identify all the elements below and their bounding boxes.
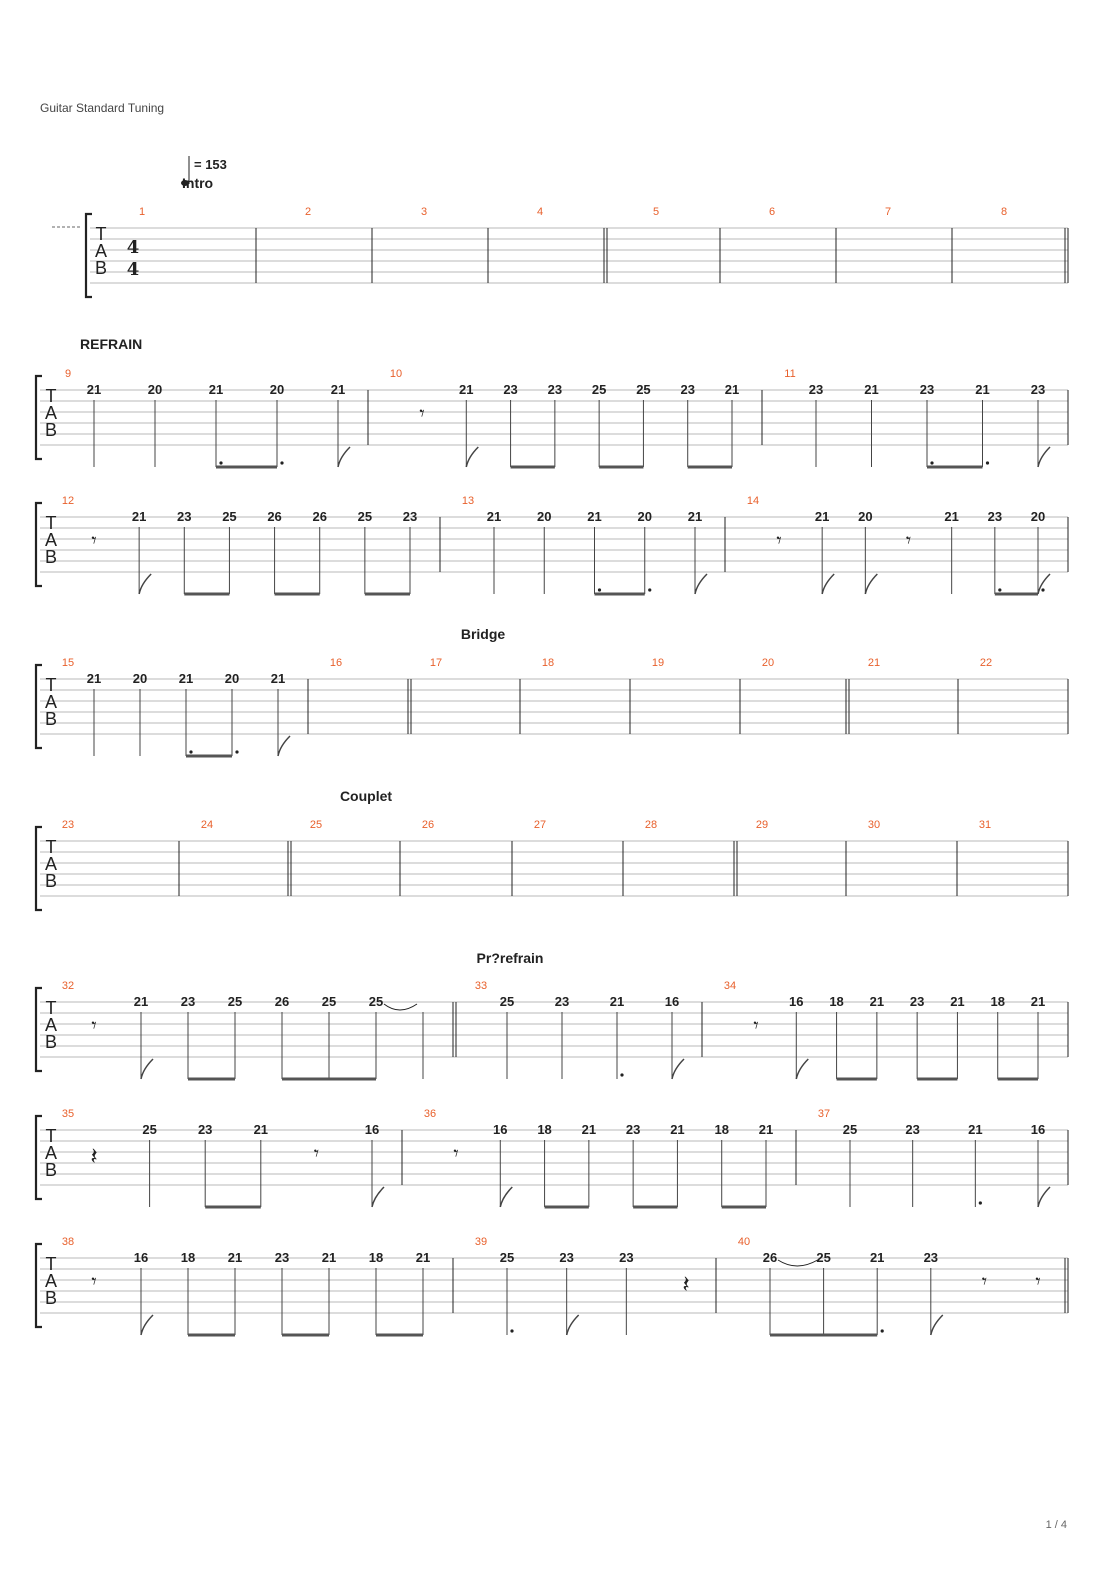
fret-number: 26	[762, 1250, 778, 1265]
note-flag	[567, 1315, 579, 1335]
fret-number: 21	[415, 1250, 431, 1265]
fret-number: 21	[944, 509, 959, 524]
fret-number: 21	[814, 509, 830, 524]
system-bracket	[36, 1116, 42, 1199]
fret-number: 23	[619, 1250, 634, 1265]
fret-number: 21	[459, 382, 474, 397]
fret-number: 25	[842, 1122, 858, 1137]
fret-number: 25	[636, 382, 651, 397]
page-number: 1 / 4	[1045, 1519, 1067, 1531]
note-flag	[865, 574, 877, 594]
fret-number: 23	[919, 382, 935, 397]
measure-number: 40	[737, 1236, 751, 1248]
fret-number: 23	[177, 509, 192, 524]
fret-number: 20	[147, 382, 163, 397]
fret-number: 25	[357, 509, 373, 524]
tie-arc	[384, 1004, 417, 1010]
measure-number: 30	[867, 819, 881, 831]
fret-number: 21	[670, 1122, 685, 1137]
measure-number: 24	[200, 819, 214, 831]
fret-number: 25	[816, 1250, 831, 1265]
fret-number: 18	[537, 1122, 552, 1137]
tab-clef-letter: B	[44, 709, 58, 729]
note-flag	[278, 736, 290, 756]
fret-number: 25	[222, 509, 237, 524]
note-flag	[672, 1059, 684, 1079]
measure-number: 5	[652, 206, 660, 218]
measure-number: 6	[768, 206, 776, 218]
measure-number: 26	[421, 819, 435, 831]
fret-number: 20	[537, 509, 552, 524]
tab-clef-letter: B	[44, 1288, 58, 1308]
section-label: Intro	[182, 175, 214, 191]
fret-number: 21	[131, 509, 147, 524]
tab-clef-letter: T	[45, 1126, 57, 1146]
measure-number: 20	[761, 657, 775, 669]
eighth-rest: 𝄾	[1035, 1269, 1041, 1293]
duration-dot	[881, 1329, 884, 1332]
note-flag	[338, 447, 350, 467]
duration-dot	[280, 461, 283, 464]
note-flag	[695, 574, 707, 594]
system-bracket	[36, 1244, 42, 1327]
fret-number: 21	[330, 382, 346, 397]
tab-clef-letter: B	[44, 1032, 58, 1052]
measure-number: 19	[651, 657, 665, 669]
tab-clef-letter: T	[45, 513, 57, 533]
fret-number: 16	[664, 994, 680, 1009]
measure-number: 27	[533, 819, 547, 831]
fret-number: 23	[197, 1122, 213, 1137]
fret-number: 16	[133, 1250, 149, 1265]
fret-number: 25	[368, 994, 384, 1009]
note-flag	[1038, 1187, 1050, 1207]
fret-number: 25	[499, 994, 515, 1009]
fret-number: 18	[714, 1122, 729, 1137]
measure-number: 16	[329, 657, 343, 669]
tab-clef-letter: T	[45, 1254, 57, 1274]
duration-dot	[648, 588, 651, 591]
fret-number: 23	[923, 1250, 939, 1265]
measure-number: 21	[867, 657, 881, 669]
time-signature-top: 4	[126, 237, 140, 258]
eighth-rest: 𝄾	[91, 528, 97, 552]
system-bracket	[36, 665, 42, 748]
fret-number: 16	[364, 1122, 380, 1137]
duration-dot	[998, 588, 1001, 591]
note-flag	[372, 1187, 384, 1207]
measure-number: 29	[755, 819, 769, 831]
fret-number: 20	[132, 671, 148, 686]
duration-dot	[979, 1201, 982, 1204]
fret-number: 23	[808, 382, 824, 397]
fret-number: 25	[499, 1250, 515, 1265]
tab-clef-letter: T	[45, 998, 57, 1018]
eighth-rest: 𝄾	[753, 1013, 759, 1037]
fret-number: 23	[503, 382, 518, 397]
fret-number: 21	[609, 994, 625, 1009]
system-bracket	[36, 503, 42, 586]
tab-clef-letter: B	[44, 871, 58, 891]
eighth-rest: 𝄾	[776, 528, 782, 552]
fret-number: 21	[950, 994, 965, 1009]
fret-number: 20	[1030, 509, 1046, 524]
measure-number: 7	[884, 206, 892, 218]
measure-number: 25	[309, 819, 323, 831]
fret-number: 20	[224, 671, 240, 686]
tab-clef-letter: T	[45, 675, 57, 695]
note-flag	[500, 1187, 512, 1207]
fret-number: 21	[758, 1122, 774, 1137]
eighth-rest: 𝄾	[905, 528, 912, 552]
tab-clef-letter: A	[94, 241, 108, 261]
measure-number: 32	[61, 980, 75, 992]
fret-number: 16	[789, 994, 804, 1009]
eighth-rest: 𝄾	[313, 1141, 320, 1165]
measure-number: 3	[420, 206, 428, 218]
tab-clef-letter: A	[44, 1015, 58, 1035]
measure-number: 36	[423, 1108, 437, 1120]
fret-number: 18	[368, 1250, 384, 1265]
note-flag	[796, 1059, 808, 1079]
fret-number: 16	[493, 1122, 508, 1137]
measure-number: 18	[541, 657, 555, 669]
measure-number: 34	[723, 980, 737, 992]
fret-number: 21	[724, 382, 740, 397]
tab-clef-letter: A	[44, 1271, 58, 1291]
fret-number: 18	[990, 994, 1005, 1009]
fret-number: 21	[321, 1250, 337, 1265]
quarter-rest: 𝄽	[682, 1270, 690, 1298]
fret-number: 21	[968, 1122, 983, 1137]
duration-dot	[598, 588, 601, 591]
fret-number: 21	[864, 382, 879, 397]
system-bracket	[36, 376, 42, 459]
measure-number: 39	[474, 1236, 488, 1248]
fret-number: 21	[869, 994, 885, 1009]
tab-clef-letter: B	[44, 1160, 58, 1180]
tab-clef-letter: T	[45, 386, 57, 406]
system-bracket	[36, 827, 42, 910]
measure-number: 4	[536, 206, 544, 218]
system-bracket	[86, 214, 92, 297]
tab-clef-letter: T	[95, 224, 107, 244]
section-label: REFRAIN	[80, 336, 143, 352]
fret-number: 16	[1030, 1122, 1046, 1137]
fret-number: 26	[274, 994, 290, 1009]
measure-number: 11	[784, 368, 796, 380]
tempo-marking: = 153	[194, 157, 227, 172]
note-flag	[466, 447, 478, 467]
measure-number: 8	[1000, 206, 1008, 218]
fret-number: 21	[178, 671, 194, 686]
fret-number: 25	[591, 382, 607, 397]
duration-dot	[219, 461, 222, 464]
fret-number: 21	[581, 1122, 597, 1137]
tab-clef-letter: B	[44, 547, 58, 567]
fret-number: 23	[554, 994, 570, 1009]
fret-number: 21	[587, 509, 602, 524]
fret-number: 21	[687, 509, 703, 524]
fret-number: 23	[680, 382, 695, 397]
tuning-label: Guitar Standard Tuning	[40, 101, 165, 115]
measure-number: 2	[304, 206, 312, 218]
fret-number: 23	[274, 1250, 290, 1265]
fret-number: 23	[180, 994, 196, 1009]
measure-number: 35	[61, 1108, 75, 1120]
fret-number: 21	[253, 1122, 269, 1137]
duration-dot	[510, 1329, 513, 1332]
duration-dot	[986, 461, 989, 464]
duration-dot	[1041, 588, 1044, 591]
tab-clef-letter: A	[44, 692, 58, 712]
tab-clef-letter: A	[44, 403, 58, 423]
fret-number: 21	[86, 671, 102, 686]
measure-number: 17	[429, 657, 443, 669]
tab-clef-letter: B	[94, 258, 108, 278]
measure-number: 28	[644, 819, 658, 831]
note-flag	[1038, 447, 1050, 467]
measure-number: 23	[61, 819, 75, 831]
tab-clef-letter: T	[45, 837, 57, 857]
tab-clef-letter: A	[44, 854, 58, 874]
fret-number: 21	[869, 1250, 885, 1265]
fret-number: 26	[312, 509, 327, 524]
fret-number: 23	[559, 1250, 574, 1265]
fret-number: 21	[133, 994, 149, 1009]
fret-number: 20	[858, 509, 873, 524]
note-flag	[141, 1315, 153, 1335]
duration-dot	[189, 750, 192, 753]
measure-number: 38	[61, 1236, 75, 1248]
fret-number: 21	[227, 1250, 243, 1265]
fret-number: 23	[909, 994, 925, 1009]
fret-number: 20	[637, 509, 652, 524]
fret-number: 25	[321, 994, 337, 1009]
tab-clef-letter: A	[44, 1143, 58, 1163]
measure-number: 14	[746, 495, 760, 507]
measure-number: 33	[474, 980, 488, 992]
fret-number: 21	[208, 382, 224, 397]
tab-clef-letter: A	[44, 530, 58, 550]
fret-number: 18	[829, 994, 844, 1009]
duration-dot	[620, 1073, 623, 1076]
note-flag	[139, 574, 151, 594]
section-label: Bridge	[460, 626, 506, 642]
tab-clef-letter: B	[44, 420, 58, 440]
duration-dot	[930, 461, 933, 464]
fret-number: 21	[486, 509, 502, 524]
measure-number: 13	[461, 495, 475, 507]
section-label: Couplet	[339, 788, 393, 804]
fret-number: 25	[142, 1122, 157, 1137]
time-signature-bottom: 4	[126, 259, 140, 280]
eighth-rest: 𝄾	[981, 1269, 988, 1293]
fret-number: 23	[547, 382, 563, 397]
duration-dot	[235, 750, 238, 753]
fret-number: 21	[975, 382, 990, 397]
eighth-rest: 𝄾	[91, 1269, 97, 1293]
quarter-rest: 𝄽	[90, 1142, 98, 1170]
note-flag	[931, 1315, 943, 1335]
fret-number: 21	[1030, 994, 1046, 1009]
fret-number: 25	[227, 994, 243, 1009]
measure-number: 31	[978, 819, 992, 831]
fret-number: 26	[267, 509, 282, 524]
measure-number: 15	[61, 657, 75, 669]
fret-number: 23	[987, 509, 1003, 524]
fret-number: 23	[625, 1122, 641, 1137]
fret-number: 23	[905, 1122, 920, 1137]
eighth-rest: 𝄾	[453, 1141, 459, 1165]
measure-number: 1	[138, 206, 146, 218]
fret-number: 23	[402, 509, 418, 524]
measure-number: 9	[64, 368, 72, 380]
fret-number: 23	[1030, 382, 1046, 397]
note-flag	[141, 1059, 153, 1079]
measure-number: 37	[817, 1108, 831, 1120]
fret-number: 21	[86, 382, 102, 397]
fret-number: 20	[269, 382, 285, 397]
section-label: Pr?refrain	[476, 950, 544, 966]
eighth-rest: 𝄾	[419, 401, 425, 425]
note-flag	[822, 574, 834, 594]
system-bracket	[36, 988, 42, 1071]
eighth-rest: 𝄾	[91, 1013, 97, 1037]
measure-number: 12	[61, 495, 75, 507]
fret-number: 21	[270, 671, 286, 686]
fret-number: 18	[180, 1250, 196, 1265]
tie-arc	[778, 1260, 818, 1266]
measure-number: 10	[389, 368, 403, 380]
measure-number: 22	[979, 657, 993, 669]
